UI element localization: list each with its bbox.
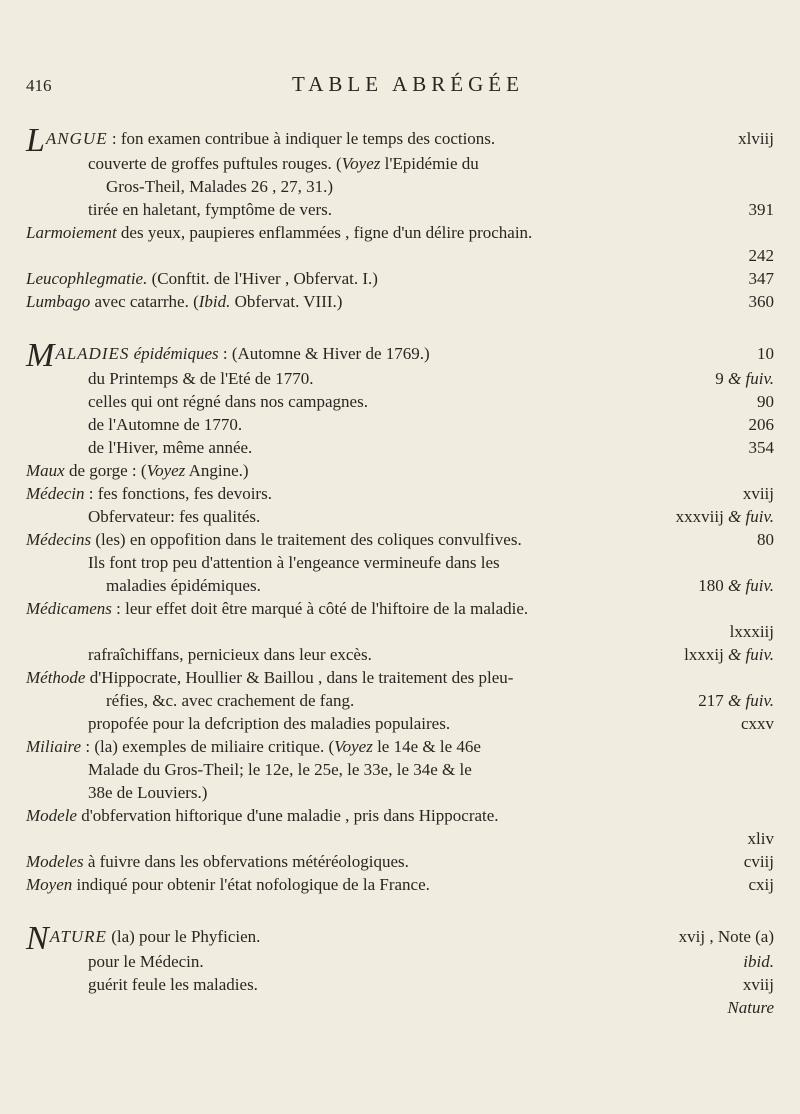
subentry: tirée en haletant, fymptôme de vers. 391 (88, 200, 774, 219)
entry-continuation: 38e de Louviers.) (88, 783, 208, 802)
entry-modele: Modele d'obfervation hiftorique d'une maladie , pris dans Hippocrate. (26, 806, 499, 825)
running-title: TABLE ABRÉGÉE (292, 72, 524, 96)
page-number: 416 (26, 76, 52, 95)
catchword-line (26, 996, 774, 1019)
entry-maladies: MALADIES épidémiques : (Automne & Hiver de 1769.) 10 (26, 337, 774, 374)
entry-medecins: Médecins (les) en oppofition dans le traitement des coliques convulfives. 80 (26, 530, 774, 549)
subentry-continuation: maladies épidémiques. 180 & fuiv. (106, 576, 774, 595)
subentry-continuation: Gros-Theil, Malades 26 , 27, 31.) (106, 177, 334, 196)
entry-continuation: Malade du Gros-Theil; le 12e, le 25e, le 33e, le 34e & le (88, 760, 472, 779)
drop-cap: L (26, 122, 45, 159)
subentry: rafraîchiffans, pernicieux dans leur excès. lxxxij & fuiv. (88, 645, 774, 664)
entry-continuation: réfies, &c. avec crachement de fang. 217 & fuiv. (106, 691, 774, 710)
entry-nature: NATURE (la) pour le Phyficien. xvij , Note (a) (26, 920, 774, 957)
running-header (26, 72, 760, 100)
entry-medecin: Médecin : fes fonctions, fes devoirs. xviij (26, 484, 774, 503)
entry-maux: Maux de gorge : (Voyez Angine.) (26, 461, 249, 480)
subentry: pour le Médecin. ibid. (88, 952, 774, 971)
subentry: Ils font trop peu d'attention à l'engeance vermineufe dans les (88, 553, 500, 572)
subentry: guérit feule les maladies. xviij (88, 975, 774, 994)
entry-term: ANGUE (45, 129, 108, 148)
entry-langue (26, 118, 774, 159)
subentry: du Printemps & de l'Eté de 1770. 9 & fuiv. (88, 369, 774, 388)
subentry: Obfervateur: fes qualités. xxxviij & fuiv. (88, 507, 774, 526)
entry-ref: xlviij (738, 129, 774, 148)
catchword: Nature (727, 998, 774, 1017)
index-entries (26, 118, 774, 1019)
subentry: de l'Hiver, même année. 354 (88, 438, 774, 457)
subentry: de l'Automne de 1770. 206 (88, 415, 774, 434)
entry-larmoiement: Larmoiement des yeux, paupieres enflammées , figne d'un délire prochain. (26, 223, 533, 242)
drop-cap: N (26, 920, 49, 957)
entry-text: : fon examen contribue à indiquer le temps des coctions. (107, 129, 496, 148)
entry-methode: Méthode d'Hippocrate, Houllier & Baillou , dans le traitement des pleu- (26, 668, 514, 687)
subentry: celles qui ont régné dans nos campagnes. 90 (88, 392, 774, 411)
entry-moyen: Moyen indiqué pour obtenir l'état nofologique de la France. cxij (26, 875, 774, 894)
entry-medicamens: Médicamens : leur effet doit être marqué à côté de l'hiftoire de la maladie. (26, 599, 529, 618)
subentry: couverte de groffes puftules rouges. (Voyez l'Epidémie du (88, 154, 479, 173)
entry-leucophlegmatie: Leucophlegmatie. (Conftit. de l'Hiver , Obfervat. I.) 347 (26, 269, 774, 288)
entry-lumbago: Lumbago avec catarrhe. (Ibid. Obfervat. VIII.) 360 (26, 292, 774, 311)
subentry: propofée pour la defcription des maladies populaires. cxxv (88, 714, 774, 733)
entry-ref-line: 242 (748, 246, 774, 265)
drop-cap: M (26, 337, 55, 374)
entry-modeles: Modeles à fuivre dans les obfervations météréologiques. cviij (26, 852, 774, 871)
entry-ref-line: lxxxiij (729, 622, 774, 641)
entry-miliaire: Miliaire : (la) exemples de miliaire critique. (Voyez le 14e & le 46e (26, 737, 481, 756)
entry-ref-line: xliv (747, 829, 774, 848)
